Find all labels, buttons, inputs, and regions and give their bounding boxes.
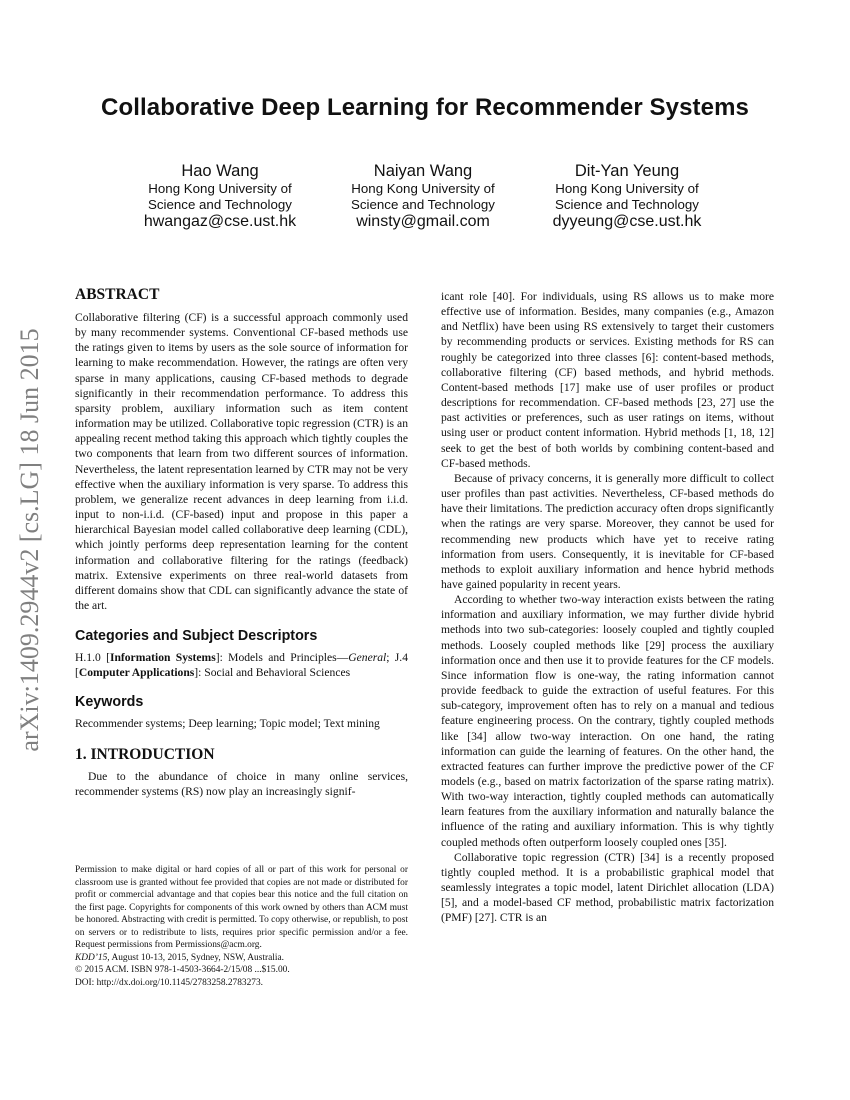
author-block-1: [110, 161, 330, 232]
categories-text: H.1.0 [Information Systems]: Models and Principles—General; J.4 [Computer Applications]: Social and Behavioral Sciences: [75, 651, 408, 680]
author-affiliation-line2: Science and Technology: [148, 196, 292, 212]
categories-heading: Categories and Subject Descriptors: [75, 628, 318, 645]
doi-line: DOI: http://dx.doi.org/10.1145/2783258.2783273.: [75, 977, 264, 988]
author-name: Naiyan Wang: [373, 162, 473, 180]
right-column: [441, 289, 774, 926]
intro-paragraph-4: Collaborative topic regression (CTR) [34] is a recently proposed tightly coupled method. It is a probabilistic graphical model that seamlessly integrates a topic model, latent Dirichlet allocation (LDA) [5], and a model-based CF method, probabilistic matrix factorization (PMF) [27]. CTR is an: [441, 850, 774, 925]
author-name: Dit-Yan Yeung: [574, 162, 680, 180]
introduction-heading: 1. INTRODUCTION: [75, 745, 215, 763]
intro-paragraph-3: According to whether two-way interaction exists between the rating information and auxiliary information, we may further divide hybrid methods into two sub-categories: loosely coupled and tightly coupled methods. Loosely coupled methods like [29] process the auxiliary information once and then use it to provide features for the CF models. Since information flow is one-way, the rating information cannot provide feedback to guide the extraction of useful features. For this sub-category, improvement often has to rely on a manual and tedious feature engineering process. On the contrary, tightly coupled methods like [34] allow two-way interaction. On one hand, the rating information can guide the learning of features. On the other hand, the extracted features can further improve the predictive power of the CF models (e.g., based on matrix factorization of the sparse rating matrix). With two-way interaction, tightly coupled methods can automatically learn features from the auxiliary information and naturally balance the influence of the rating and auxiliary information. This is why tightly coupled methods often outperform loosely coupled ones [35].: [441, 593, 774, 849]
conference-name: KDD’15,: [75, 952, 110, 963]
author-affiliation-line1: Hong Kong University of: [555, 181, 699, 196]
arxiv-sidebar: [5, 300, 55, 780]
permission-text: Permission to make digital or hard copies of all or part of this work for personal or classroom use is granted without fee provided that copies are not made or distributed for profit or commercial advantage and that copies bear this notice and the full citation on the first page. Copyrights for components of this work owned by others than ACM must be honored. Abstracting with credit is permitted. To copy otherwise, or republish, to post on servers or to redistribute to lists, requires prior specific permission and/or a fee. Request permissions from Permissions@acm.org.: [75, 865, 408, 950]
author-affiliation-line1: Hong Kong University of: [351, 181, 495, 196]
author-affiliation-line2: Science and Technology: [351, 196, 495, 212]
category-bold-computer-applications: Computer Applications: [78, 666, 195, 680]
introduction-paragraph-start: Due to the abundance of choice in many online services, recommender systems (RS) now play an increasingly signif-: [75, 769, 408, 798]
conference-line: KDD’15, August 10-13, 2015, Sydney, NSW, Australia.: [75, 952, 284, 963]
category-italic-general: General: [348, 651, 387, 665]
keywords-text: Recommender systems; Deep learning; Topic model; Text mining: [75, 717, 380, 731]
intro-paragraph-1: icant role [40]. For individuals, using RS allows us to make more effective use of information. Besides, many companies (e.g., Amazon and Netflix) have been using RS extensively to target their customers by recommending products or services. Existing methods for RS can roughly be categorized into three classes [6]: content-based methods, collaborative filtering (CF) based methods, and hybrid methods. Content-based methods [17] make use of user profiles or product descriptions for recommendation. CF-based methods [23, 27] use the past activities or preferences, such as user ratings on items, without using user or product content information. Hybrid methods [1, 18, 12] seek to get the best of both worlds by combining content-based and CF-based methods.: [441, 290, 774, 470]
author-name: Hao Wang: [181, 162, 259, 180]
author-block-3: [517, 161, 737, 232]
author-email: dyyeung@cse.ust.hk: [552, 213, 702, 230]
author-affiliation-line2: Science and Technology: [555, 196, 699, 212]
intro-paragraph-2: Because of privacy concerns, it is generally more difficult to collect user profiles than past activities. Nevertheless, CF-based methods do have their limitations. The prediction accuracy often drops significantly when the ratings are very sparse. Moreover, they cannot be used for recommending new products which have yet to receive rating information from users. Consequently, it is inevitable for CF-based methods to exploit auxiliary information and hence hybrid methods have gained popularity in recent years.: [441, 471, 774, 591]
abstract-text: Collaborative filtering (CF) is a successful approach commonly used by many recommender systems. Conventional CF-based methods use the ratings given to items by users as the sole source of information for learning to make recommendation. However, the ratings are often very sparse in many applications, causing CF-based methods to degrade significantly in their recommendation performance. To address this sparsity problem, auxiliary information such as item content information may be utilized. Collaborative topic regression (CTR) is an appealing recent method taking this approach which tightly couples the two components that learn from two different sources of information. Nevertheless, the latent representation learned by CTR may not be very effective when the auxiliary information is very sparse. To address this problem, we generalize recent advances in deep learning from i.i.d. input to non-i.i.d. (CF-based) input and propose in this paper a hierarchical Bayesian model called collaborative deep learning (CDL), which jointly performs deep representation learning for the content information and collaborative filtering for the ratings (feedback) matrix. Extensive experiments on three real-world datasets from different domains show that CDL can significantly advance the state of the art.: [75, 311, 408, 612]
author-email: winsty@gmail.com: [356, 213, 490, 230]
category-bold-information-systems: Information Systems: [109, 651, 216, 665]
copyright-line: © 2015 ACM. ISBN 978-1-4503-3664-2/15/08 ...$15.00.: [75, 965, 290, 975]
author-email: hwangaz@cse.ust.hk: [143, 213, 297, 230]
keywords-heading: Keywords: [75, 694, 144, 711]
arxiv-identifier: arXiv:1409.2944v2 [cs.LG] 18 Jun 2015: [15, 328, 44, 752]
permission-notice: [75, 864, 408, 989]
left-column: [75, 286, 408, 799]
author-affiliation-line1: Hong Kong University of: [148, 181, 292, 196]
abstract-heading: ABSTRACT: [75, 286, 160, 303]
paper-title: Collaborative Deep Learning for Recommender Systems: [101, 94, 749, 121]
author-block-2: [313, 161, 533, 232]
